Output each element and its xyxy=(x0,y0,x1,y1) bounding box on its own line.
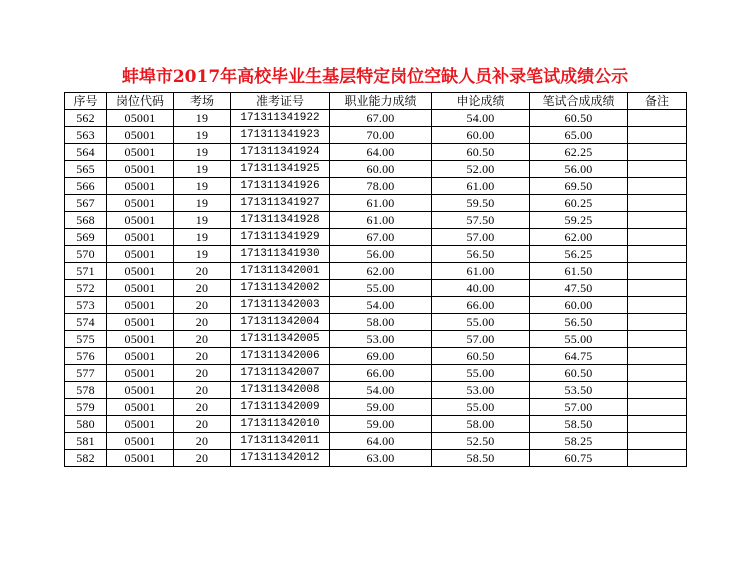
cell-position-code: 05001 xyxy=(107,297,174,314)
cell-position-code: 05001 xyxy=(107,416,174,433)
cell-essay-score: 56.50 xyxy=(432,246,530,263)
cell-combined-score: 61.50 xyxy=(530,263,628,280)
cell-essay-score: 52.00 xyxy=(432,161,530,178)
cell-position-code: 05001 xyxy=(107,365,174,382)
cell-remarks xyxy=(628,450,687,467)
cell-essay-score: 55.00 xyxy=(432,314,530,331)
table-row xyxy=(65,110,687,127)
cell-combined-score: 58.25 xyxy=(530,433,628,450)
cell-serial: 580 xyxy=(65,416,107,433)
cell-ticket-number: 171311341925 xyxy=(231,161,330,178)
cell-essay-score: 60.50 xyxy=(432,144,530,161)
cell-aptitude-score: 54.00 xyxy=(330,297,432,314)
cell-aptitude-score: 59.00 xyxy=(330,399,432,416)
cell-aptitude-score: 61.00 xyxy=(330,212,432,229)
cell-ticket-number: 171311341923 xyxy=(231,127,330,144)
header-aptitude-score: 职业能力成绩 xyxy=(330,93,432,110)
cell-serial: 582 xyxy=(65,450,107,467)
cell-remarks xyxy=(628,246,687,263)
cell-combined-score: 58.50 xyxy=(530,416,628,433)
cell-aptitude-score: 69.00 xyxy=(330,348,432,365)
cell-essay-score: 61.00 xyxy=(432,263,530,280)
cell-aptitude-score: 55.00 xyxy=(330,280,432,297)
cell-aptitude-score: 62.00 xyxy=(330,263,432,280)
cell-exam-room: 19 xyxy=(174,246,231,263)
cell-ticket-number: 171311342005 xyxy=(231,331,330,348)
cell-ticket-number: 171311342002 xyxy=(231,280,330,297)
table-row xyxy=(65,297,687,314)
cell-aptitude-score: 70.00 xyxy=(330,127,432,144)
cell-ticket-number: 171311341926 xyxy=(231,178,330,195)
cell-aptitude-score: 60.00 xyxy=(330,161,432,178)
cell-exam-room: 19 xyxy=(174,195,231,212)
table-row xyxy=(65,212,687,229)
cell-essay-score: 52.50 xyxy=(432,433,530,450)
cell-exam-room: 19 xyxy=(174,161,231,178)
table-row xyxy=(65,246,687,263)
cell-ticket-number: 171311341927 xyxy=(231,195,330,212)
cell-exam-room: 20 xyxy=(174,399,231,416)
table-row xyxy=(65,433,687,450)
table-row xyxy=(65,263,687,280)
cell-remarks xyxy=(628,178,687,195)
cell-serial: 571 xyxy=(65,263,107,280)
cell-combined-score: 53.50 xyxy=(530,382,628,399)
cell-ticket-number: 171311342003 xyxy=(231,297,330,314)
table-header-row xyxy=(65,93,687,110)
cell-exam-room: 19 xyxy=(174,110,231,127)
cell-remarks xyxy=(628,314,687,331)
cell-aptitude-score: 61.00 xyxy=(330,195,432,212)
cell-serial: 574 xyxy=(65,314,107,331)
cell-position-code: 05001 xyxy=(107,229,174,246)
cell-essay-score: 55.00 xyxy=(432,399,530,416)
cell-serial: 568 xyxy=(65,212,107,229)
cell-combined-score: 60.50 xyxy=(530,110,628,127)
cell-aptitude-score: 56.00 xyxy=(330,246,432,263)
cell-combined-score: 55.00 xyxy=(530,331,628,348)
table-row xyxy=(65,314,687,331)
cell-remarks xyxy=(628,416,687,433)
cell-combined-score: 59.25 xyxy=(530,212,628,229)
cell-essay-score: 61.00 xyxy=(432,178,530,195)
cell-aptitude-score: 54.00 xyxy=(330,382,432,399)
header-remarks: 备注 xyxy=(628,93,687,110)
table-row xyxy=(65,161,687,178)
cell-serial: 572 xyxy=(65,280,107,297)
cell-aptitude-score: 64.00 xyxy=(330,433,432,450)
cell-remarks xyxy=(628,382,687,399)
table-row xyxy=(65,399,687,416)
header-essay-score: 申论成绩 xyxy=(432,93,530,110)
cell-serial: 565 xyxy=(65,161,107,178)
cell-exam-room: 19 xyxy=(174,212,231,229)
cell-exam-room: 20 xyxy=(174,433,231,450)
cell-remarks xyxy=(628,331,687,348)
table-row xyxy=(65,450,687,467)
cell-ticket-number: 171311342001 xyxy=(231,263,330,280)
cell-remarks xyxy=(628,127,687,144)
cell-remarks xyxy=(628,348,687,365)
cell-combined-score: 62.25 xyxy=(530,144,628,161)
cell-ticket-number: 171311342006 xyxy=(231,348,330,365)
cell-essay-score: 57.50 xyxy=(432,212,530,229)
cell-exam-room: 19 xyxy=(174,127,231,144)
cell-combined-score: 64.75 xyxy=(530,348,628,365)
cell-position-code: 05001 xyxy=(107,382,174,399)
table-row xyxy=(65,331,687,348)
cell-remarks xyxy=(628,365,687,382)
cell-position-code: 05001 xyxy=(107,331,174,348)
cell-serial: 570 xyxy=(65,246,107,263)
cell-essay-score: 53.00 xyxy=(432,382,530,399)
cell-combined-score: 60.00 xyxy=(530,297,628,314)
cell-remarks xyxy=(628,195,687,212)
cell-serial: 567 xyxy=(65,195,107,212)
table-row xyxy=(65,280,687,297)
table-body xyxy=(65,110,687,467)
cell-exam-room: 20 xyxy=(174,280,231,297)
table-row xyxy=(65,178,687,195)
cell-position-code: 05001 xyxy=(107,348,174,365)
cell-combined-score: 56.00 xyxy=(530,161,628,178)
cell-ticket-number: 171311342012 xyxy=(231,450,330,467)
cell-position-code: 05001 xyxy=(107,127,174,144)
cell-ticket-number: 171311342009 xyxy=(231,399,330,416)
cell-position-code: 05001 xyxy=(107,161,174,178)
cell-exam-room: 20 xyxy=(174,331,231,348)
cell-aptitude-score: 66.00 xyxy=(330,365,432,382)
cell-position-code: 05001 xyxy=(107,178,174,195)
cell-serial: 563 xyxy=(65,127,107,144)
cell-aptitude-score: 67.00 xyxy=(330,110,432,127)
table-row xyxy=(65,382,687,399)
cell-remarks xyxy=(628,433,687,450)
cell-serial: 564 xyxy=(65,144,107,161)
cell-serial: 569 xyxy=(65,229,107,246)
cell-exam-room: 20 xyxy=(174,263,231,280)
cell-essay-score: 57.00 xyxy=(432,229,530,246)
cell-exam-room: 19 xyxy=(174,229,231,246)
cell-serial: 576 xyxy=(65,348,107,365)
cell-exam-room: 19 xyxy=(174,144,231,161)
cell-exam-room: 20 xyxy=(174,450,231,467)
cell-aptitude-score: 53.00 xyxy=(330,331,432,348)
cell-position-code: 05001 xyxy=(107,110,174,127)
cell-ticket-number: 171311342011 xyxy=(231,433,330,450)
cell-combined-score: 56.25 xyxy=(530,246,628,263)
cell-position-code: 05001 xyxy=(107,263,174,280)
cell-exam-room: 20 xyxy=(174,416,231,433)
cell-ticket-number: 171311342008 xyxy=(231,382,330,399)
cell-exam-room: 20 xyxy=(174,348,231,365)
cell-combined-score: 47.50 xyxy=(530,280,628,297)
cell-ticket-number: 171311341928 xyxy=(231,212,330,229)
cell-remarks xyxy=(628,280,687,297)
cell-position-code: 05001 xyxy=(107,450,174,467)
cell-combined-score: 69.50 xyxy=(530,178,628,195)
cell-aptitude-score: 64.00 xyxy=(330,144,432,161)
cell-combined-score: 60.75 xyxy=(530,450,628,467)
cell-combined-score: 60.50 xyxy=(530,365,628,382)
cell-remarks xyxy=(628,110,687,127)
header-serial: 序号 xyxy=(65,93,107,110)
table-row xyxy=(65,229,687,246)
cell-position-code: 05001 xyxy=(107,314,174,331)
cell-exam-room: 20 xyxy=(174,365,231,382)
cell-remarks xyxy=(628,229,687,246)
cell-essay-score: 55.00 xyxy=(432,365,530,382)
cell-position-code: 05001 xyxy=(107,246,174,263)
cell-ticket-number: 171311341922 xyxy=(231,110,330,127)
cell-position-code: 05001 xyxy=(107,399,174,416)
cell-remarks xyxy=(628,399,687,416)
cell-ticket-number: 171311342007 xyxy=(231,365,330,382)
cell-ticket-number: 171311342010 xyxy=(231,416,330,433)
cell-remarks xyxy=(628,212,687,229)
cell-exam-room: 19 xyxy=(174,178,231,195)
cell-serial: 578 xyxy=(65,382,107,399)
cell-remarks xyxy=(628,161,687,178)
header-exam-room: 考场 xyxy=(174,93,231,110)
cell-combined-score: 56.50 xyxy=(530,314,628,331)
cell-serial: 566 xyxy=(65,178,107,195)
page-title: 蚌埠市2017年高校毕业生基层特定岗位空缺人员补录笔试成绩公示 xyxy=(121,67,629,87)
cell-serial: 573 xyxy=(65,297,107,314)
cell-combined-score: 62.00 xyxy=(530,229,628,246)
cell-serial: 575 xyxy=(65,331,107,348)
cell-ticket-number: 171311341924 xyxy=(231,144,330,161)
cell-ticket-number: 171311342004 xyxy=(231,314,330,331)
cell-essay-score: 66.00 xyxy=(432,297,530,314)
cell-combined-score: 65.00 xyxy=(530,127,628,144)
cell-essay-score: 60.50 xyxy=(432,348,530,365)
cell-aptitude-score: 58.00 xyxy=(330,314,432,331)
cell-aptitude-score: 67.00 xyxy=(330,229,432,246)
header-ticket-number: 准考证号 xyxy=(231,93,330,110)
cell-serial: 562 xyxy=(65,110,107,127)
table-row xyxy=(65,416,687,433)
cell-combined-score: 60.25 xyxy=(530,195,628,212)
cell-position-code: 05001 xyxy=(107,433,174,450)
cell-serial: 581 xyxy=(65,433,107,450)
header-position-code: 岗位代码 xyxy=(107,93,174,110)
cell-essay-score: 54.00 xyxy=(432,110,530,127)
cell-aptitude-score: 78.00 xyxy=(330,178,432,195)
cell-combined-score: 57.00 xyxy=(530,399,628,416)
cell-aptitude-score: 59.00 xyxy=(330,416,432,433)
table-row xyxy=(65,195,687,212)
cell-exam-room: 20 xyxy=(174,297,231,314)
cell-serial: 579 xyxy=(65,399,107,416)
table-row xyxy=(65,365,687,382)
cell-essay-score: 40.00 xyxy=(432,280,530,297)
cell-ticket-number: 171311341930 xyxy=(231,246,330,263)
score-table xyxy=(64,92,687,467)
cell-essay-score: 58.00 xyxy=(432,416,530,433)
cell-remarks xyxy=(628,263,687,280)
cell-position-code: 05001 xyxy=(107,195,174,212)
cell-exam-room: 20 xyxy=(174,314,231,331)
header-combined-score: 笔试合成成绩 xyxy=(530,93,628,110)
cell-essay-score: 59.50 xyxy=(432,195,530,212)
cell-position-code: 05001 xyxy=(107,212,174,229)
cell-position-code: 05001 xyxy=(107,280,174,297)
table-row xyxy=(65,127,687,144)
table-row xyxy=(65,348,687,365)
table-row xyxy=(65,144,687,161)
cell-essay-score: 60.00 xyxy=(432,127,530,144)
cell-essay-score: 57.00 xyxy=(432,331,530,348)
cell-remarks xyxy=(628,144,687,161)
cell-exam-room: 20 xyxy=(174,382,231,399)
cell-ticket-number: 171311341929 xyxy=(231,229,330,246)
cell-remarks xyxy=(628,297,687,314)
cell-aptitude-score: 63.00 xyxy=(330,450,432,467)
cell-essay-score: 58.50 xyxy=(432,450,530,467)
cell-position-code: 05001 xyxy=(107,144,174,161)
cell-serial: 577 xyxy=(65,365,107,382)
